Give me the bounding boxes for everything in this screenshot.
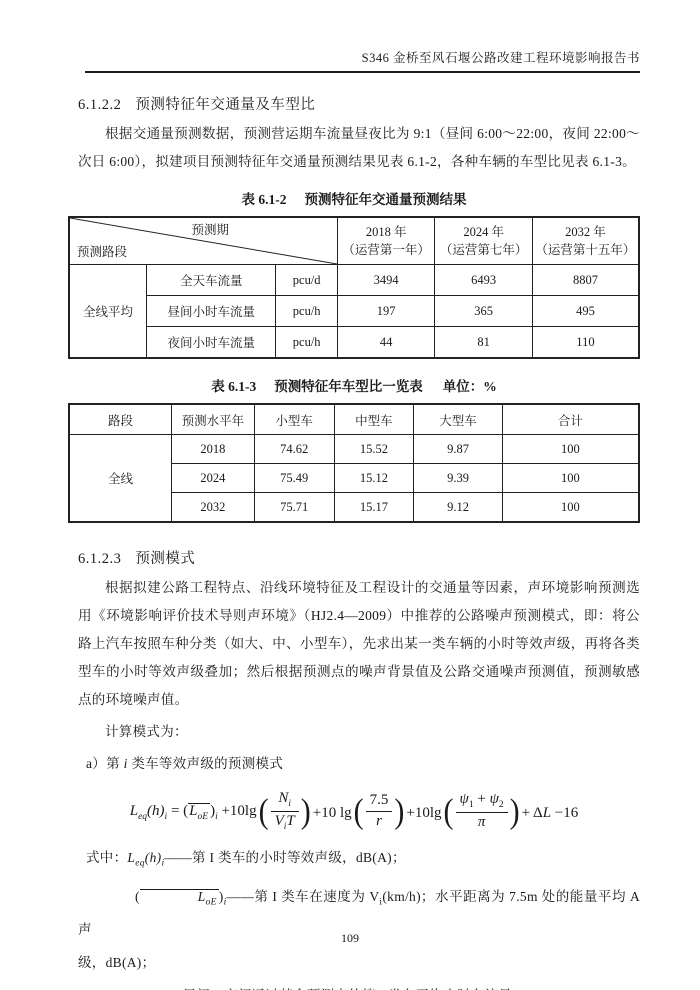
paragraph-calc-mode: 计算模式为： [105, 724, 188, 739]
formula-subscript: eq [135, 858, 145, 869]
value-cell: 3494 [337, 265, 434, 296]
operator: −16 [551, 804, 579, 821]
table1-caption [68, 188, 640, 208]
column-header-year: 预测水平年 [172, 404, 255, 435]
formula-symbol: L [189, 803, 198, 820]
year-cell: 2024 [172, 464, 255, 493]
unit-cell: pcu/h [276, 327, 338, 359]
formula-symbol: (h) [147, 803, 165, 820]
formula-lhs [130, 803, 257, 823]
year-cell: 2018 [172, 435, 255, 464]
formula-symbol: ψ [459, 790, 469, 807]
formula-subscript: oE [197, 812, 209, 823]
value-cell: 74.62 [254, 435, 334, 464]
denominator [271, 811, 299, 833]
table-row [69, 435, 639, 464]
formula-subscript: i [288, 798, 291, 809]
diagonal-label-section: 预测路段 [77, 244, 128, 259]
formula-subscript: 1 [468, 799, 474, 810]
value-cell: 75.71 [254, 493, 334, 523]
formula-subscript: i [223, 897, 227, 908]
table2-caption-title: 预测特征年车型比一览表 [274, 379, 423, 394]
operator: + [473, 790, 490, 807]
metric-name-cell: 昼间小时车流量 [147, 296, 276, 327]
vehicle-type-ratio-table [68, 403, 640, 523]
column-header-2024 [435, 217, 532, 265]
value-cell: 44 [337, 327, 434, 359]
table-row [69, 296, 639, 327]
denominator [456, 812, 508, 831]
overline-term [188, 803, 210, 823]
year-label: 2024 年 [463, 224, 504, 239]
column-header-total: 合计 [502, 404, 639, 435]
definition-loe-continued: 级，dB(A)； [78, 955, 156, 971]
numerator [456, 791, 508, 812]
column-header-section: 路段 [69, 404, 172, 435]
value-cell: 110 [532, 327, 639, 359]
formula-symbol: L [127, 850, 136, 865]
formula-symbol: L [542, 804, 552, 821]
overline-term [140, 889, 219, 909]
value-cell: 15.17 [334, 493, 414, 523]
formula-subscript: 2 [498, 799, 504, 810]
section-number: 6.1.2.2 [78, 97, 122, 113]
value-cell: 100 [502, 464, 639, 493]
paren: ) [218, 888, 224, 904]
metric-name-cell: 夜间小时车流量 [147, 327, 276, 359]
fraction-psi-pi [456, 791, 508, 831]
formula-symbol: π [477, 813, 486, 830]
formula-symbol: V [274, 812, 284, 829]
table-header-row [69, 404, 639, 435]
value-cell: 75.49 [254, 464, 334, 493]
value-cell: 15.52 [334, 435, 414, 464]
page-header [85, 48, 640, 73]
numerator: 7.5 [369, 792, 389, 809]
value-cell: 81 [435, 327, 532, 359]
big-paren: ( [443, 792, 454, 831]
big-paren: ( [258, 792, 269, 831]
section-title: 预测特征年交通量及车型比 [135, 97, 316, 113]
column-header-2018 [337, 217, 434, 265]
page-content [68, 93, 640, 990]
value-cell: 6493 [435, 265, 532, 296]
definition-text: ——第 I 类车在速度为 V [226, 888, 380, 904]
year-label: 2032 年 [565, 224, 606, 239]
page-number: 109 [341, 931, 359, 945]
value-cell: 9.39 [414, 464, 502, 493]
model-a-variable: i [123, 756, 128, 771]
paragraph-traffic-data: 根据交通量预测数据，预测营运期车流量昼夜比为 9:1（昼间 6:00～22:00，夜间 22:00～次日 6:00），拟建项目预测特征年交通量预测结果见表 6.1-2，各种车辆的车型比见表 6.1-3。 [78, 126, 640, 169]
traffic-forecast-table [68, 216, 640, 359]
formula-symbol: r [376, 812, 382, 829]
table-row [69, 217, 639, 265]
formula-symbol: (h) [144, 850, 162, 865]
paragraph-prediction-mode: 根据拟建公路工程特点、沿线环境特征及工程设计的交通量等因素，声环境影响预测选用《环境影响评价技术导则声环境》（HJ2.4—2009）中推荐的公路噪声预测模式，即：将公路上汽车按照车种分类（如大、中、小型车），先求出某一类车辆的小时等效声级，再将各类型车的小时等效声级叠加；然后根据预测点的噪声背景值及公路交通噪声预测值，预测敏感点的环境噪声值。 [78, 580, 640, 707]
formula-subscript: i [379, 897, 383, 908]
formula-subscript: i [161, 858, 165, 869]
value-cell: 495 [532, 296, 639, 327]
value-cell: 9.12 [414, 493, 502, 523]
row-group-cell: 全线平均 [69, 265, 147, 359]
paren: ( [135, 888, 140, 904]
metric-name-cell: 全天车流量 [147, 265, 276, 296]
operator: +10lg [217, 803, 257, 820]
section-heading-6.1.2.3 [68, 547, 640, 568]
fraction-ni-vit [271, 790, 299, 833]
table1-caption-label: 表 6.1-2 [241, 192, 287, 207]
paren: ( [183, 803, 189, 820]
formula-symbol: T [286, 812, 295, 829]
column-header-medium: 中型车 [334, 404, 414, 435]
formula-symbol: L [197, 888, 206, 904]
diagonal-header-cell [69, 217, 337, 265]
diagonal-label-period: 预测期 [191, 223, 229, 237]
equals-sign: = [167, 803, 184, 820]
paragraph-model-a [68, 750, 640, 778]
value-cell: 365 [435, 296, 532, 327]
noise-prediction-formula [68, 790, 640, 836]
year-sublabel: （运营第十五年） [535, 243, 636, 257]
table1-caption-title: 预测特征年交通量预测结果 [304, 192, 467, 207]
definition-label: 式中： [86, 850, 128, 865]
table2-caption-unit: 单位：% [442, 379, 497, 394]
section-number: 6.1.2.3 [78, 551, 122, 567]
fraction-7.5-r [366, 792, 393, 830]
definition-text: ——第 I 类车的小时等效声级，dB(A)； [164, 850, 406, 865]
formula-symbol: ψ [489, 790, 499, 807]
definition-leq [68, 844, 640, 878]
formula-subscript: eq [138, 812, 148, 823]
column-header-small: 小型车 [254, 404, 334, 435]
formula-subscript: i [164, 812, 168, 823]
formula-subscript: i [215, 812, 218, 823]
table-row [69, 327, 639, 359]
column-header-large: 大型车 [414, 404, 502, 435]
big-paren: ) [509, 792, 520, 831]
value-cell: 9.87 [414, 435, 502, 464]
column-header-2032 [532, 217, 639, 265]
value-cell: 197 [337, 296, 434, 327]
table2-caption [68, 375, 640, 395]
definition-ni [68, 982, 640, 990]
formula-symbol: L [129, 803, 139, 820]
year-label: 2018 年 [365, 224, 407, 239]
unit-cell: pcu/h [276, 296, 338, 327]
header-title: S346 金桥至风石堰公路改建工程环境影响报告书 [361, 51, 640, 65]
formula-subscript: oE [205, 897, 217, 908]
operator: + Δ [521, 804, 543, 821]
big-paren: ) [394, 792, 405, 831]
model-a-suffix: 类车等效声级的预测模式 [127, 756, 284, 771]
formula-subscript: i [283, 821, 287, 832]
big-paren: ) [300, 792, 311, 831]
value-cell: 100 [502, 493, 639, 523]
row-group-cell: 全线 [69, 435, 172, 523]
operator: +10lg [406, 804, 442, 821]
value-cell: 100 [502, 435, 639, 464]
operator: +10 lg [312, 804, 352, 821]
year-sublabel: （运营第七年） [439, 243, 528, 257]
year-cell: 2032 [172, 493, 255, 523]
definition-text: (km/h)；水平距离为 7.5m 处的能量平均 A 声 [78, 888, 640, 938]
denominator [366, 811, 393, 830]
section-title: 预测模式 [135, 551, 196, 567]
paren: ) [210, 803, 216, 820]
page-footer [0, 931, 700, 946]
year-sublabel: （运营第一年） [342, 243, 430, 257]
table-row [69, 265, 639, 296]
value-cell: 8807 [532, 265, 639, 296]
section-heading-6.1.2.2 [68, 93, 640, 114]
formula-symbol: N [278, 789, 289, 806]
formula-tail [522, 805, 579, 822]
model-a-prefix: a）第 [86, 756, 124, 771]
unit-cell: pcu/d [276, 265, 338, 296]
table2-caption-label: 表 6.1-3 [211, 379, 257, 394]
value-cell: 15.12 [334, 464, 414, 493]
big-paren: ( [353, 792, 364, 831]
numerator [271, 790, 299, 811]
